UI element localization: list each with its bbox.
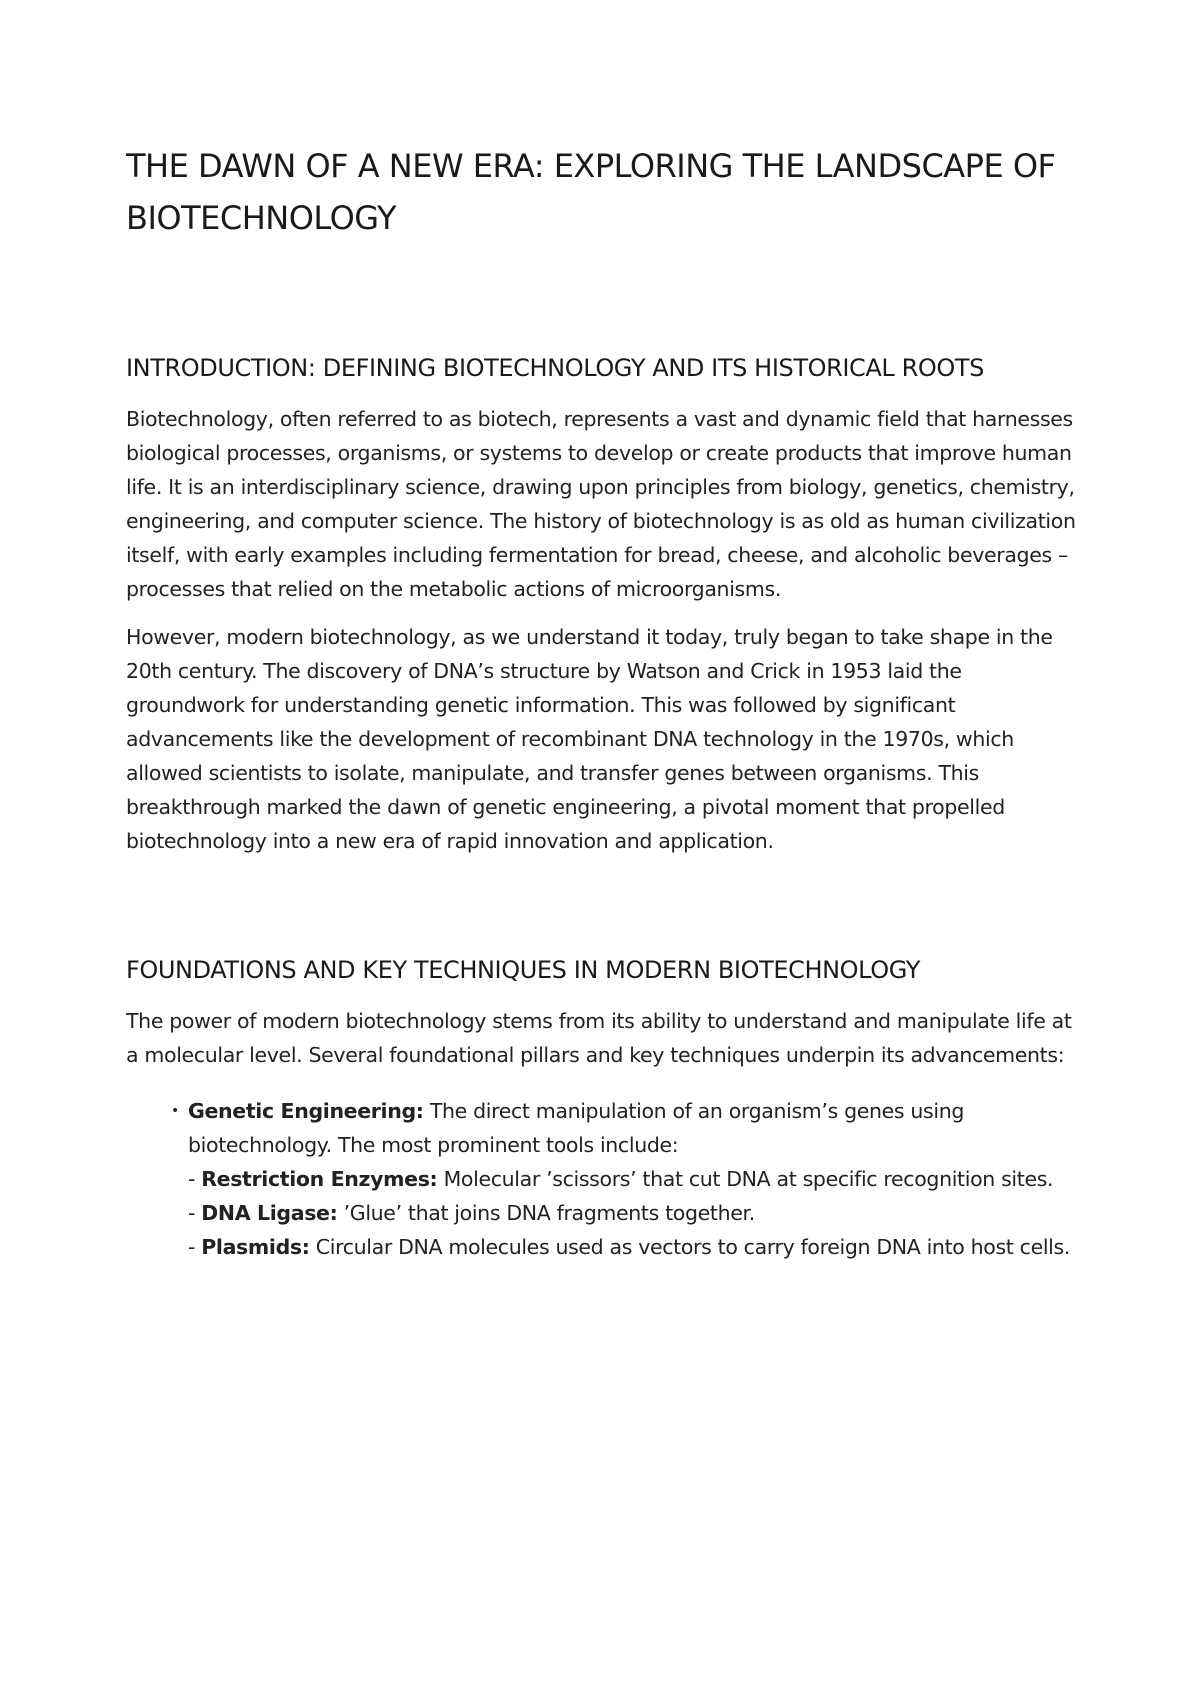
sub-list-item <box>188 1162 1080 1196</box>
document-title: THE DAWN OF A NEW ERA: EXPLORING THE LANDSCAPE OF BIOTECHNOLOGY <box>126 147 1056 237</box>
section-heading: INTRODUCTION: DEFINING BIOTECHNOLOGY AND ITS HISTORICAL ROOTS <box>126 354 984 382</box>
sub-item-text: Molecular ’scissors’ that cut DNA at specific recognition sites. <box>437 1167 1054 1191</box>
sub-item-term: Restriction Enzymes: <box>201 1167 438 1191</box>
sub-item-prefix: - <box>188 1201 202 1225</box>
section-introduction <box>126 348 1080 858</box>
paragraph: Biotechnology, often referred to as biotech, represents a vast and dynamic field that harnesses biological processes, organisms, or systems to develop or create products that improve human life. It is an interdisciplinary science, drawing upon principles from biology, genetics, chemistry, engineering, and computer science. The history of biotechnology is as old as human civilization itself, with early examples including fermentation for bread, cheese, and alcoholic beverages – processes that relied on the metabolic actions of microorganisms. <box>126 407 1076 601</box>
section-foundations <box>126 950 1080 1264</box>
sub-item-term: Plasmids: <box>201 1235 310 1259</box>
section-spacer <box>126 872 1080 950</box>
paragraph: However, modern biotechnology, as we understand it today, truly began to take shape in the 20th century. The discovery of DNA’s structure by Watson and Crick in 1953 laid the groundwork for understanding genetic information. This was followed by significant advancements like the development of recombinant DNA technology in the 1970s, which allowed scientists to isolate, manipulate, and transfer genes between organisms. This breakthrough marked the dawn of genetic engineering, a pivotal moment that propelled biotechnology into a new era of rapid innovation and application. <box>126 625 1053 853</box>
paragraph: The power of modern biotechnology stems from its ability to understand and manipulate life at a molecular level. Several foundational pillars and key techniques underpin its advancements: <box>126 1009 1072 1067</box>
section-heading: FOUNDATIONS AND KEY TECHNIQUES IN MODERN BIOTECHNOLOGY <box>126 956 921 984</box>
list-item-text: The direct manipulation of an organism’s genes using biotechnology. The most prominent tools include: <box>188 1099 965 1157</box>
bullet-list <box>126 1094 1080 1264</box>
sub-item-term: DNA Ligase: <box>201 1201 338 1225</box>
list-item <box>171 1094 1080 1264</box>
sub-list-item <box>188 1230 1080 1264</box>
sub-item-text: Circular DNA molecules used as vectors to carry foreign DNA into host cells. <box>309 1235 1071 1259</box>
list-item-term: Genetic Engineering: <box>188 1099 424 1123</box>
sub-list-item <box>188 1196 1080 1230</box>
sub-item-text: ’Glue’ that joins DNA fragments together. <box>337 1201 755 1225</box>
bullet-icon: • <box>171 1103 179 1119</box>
sub-item-prefix: - <box>188 1167 202 1191</box>
sub-item-prefix: - <box>188 1235 202 1259</box>
